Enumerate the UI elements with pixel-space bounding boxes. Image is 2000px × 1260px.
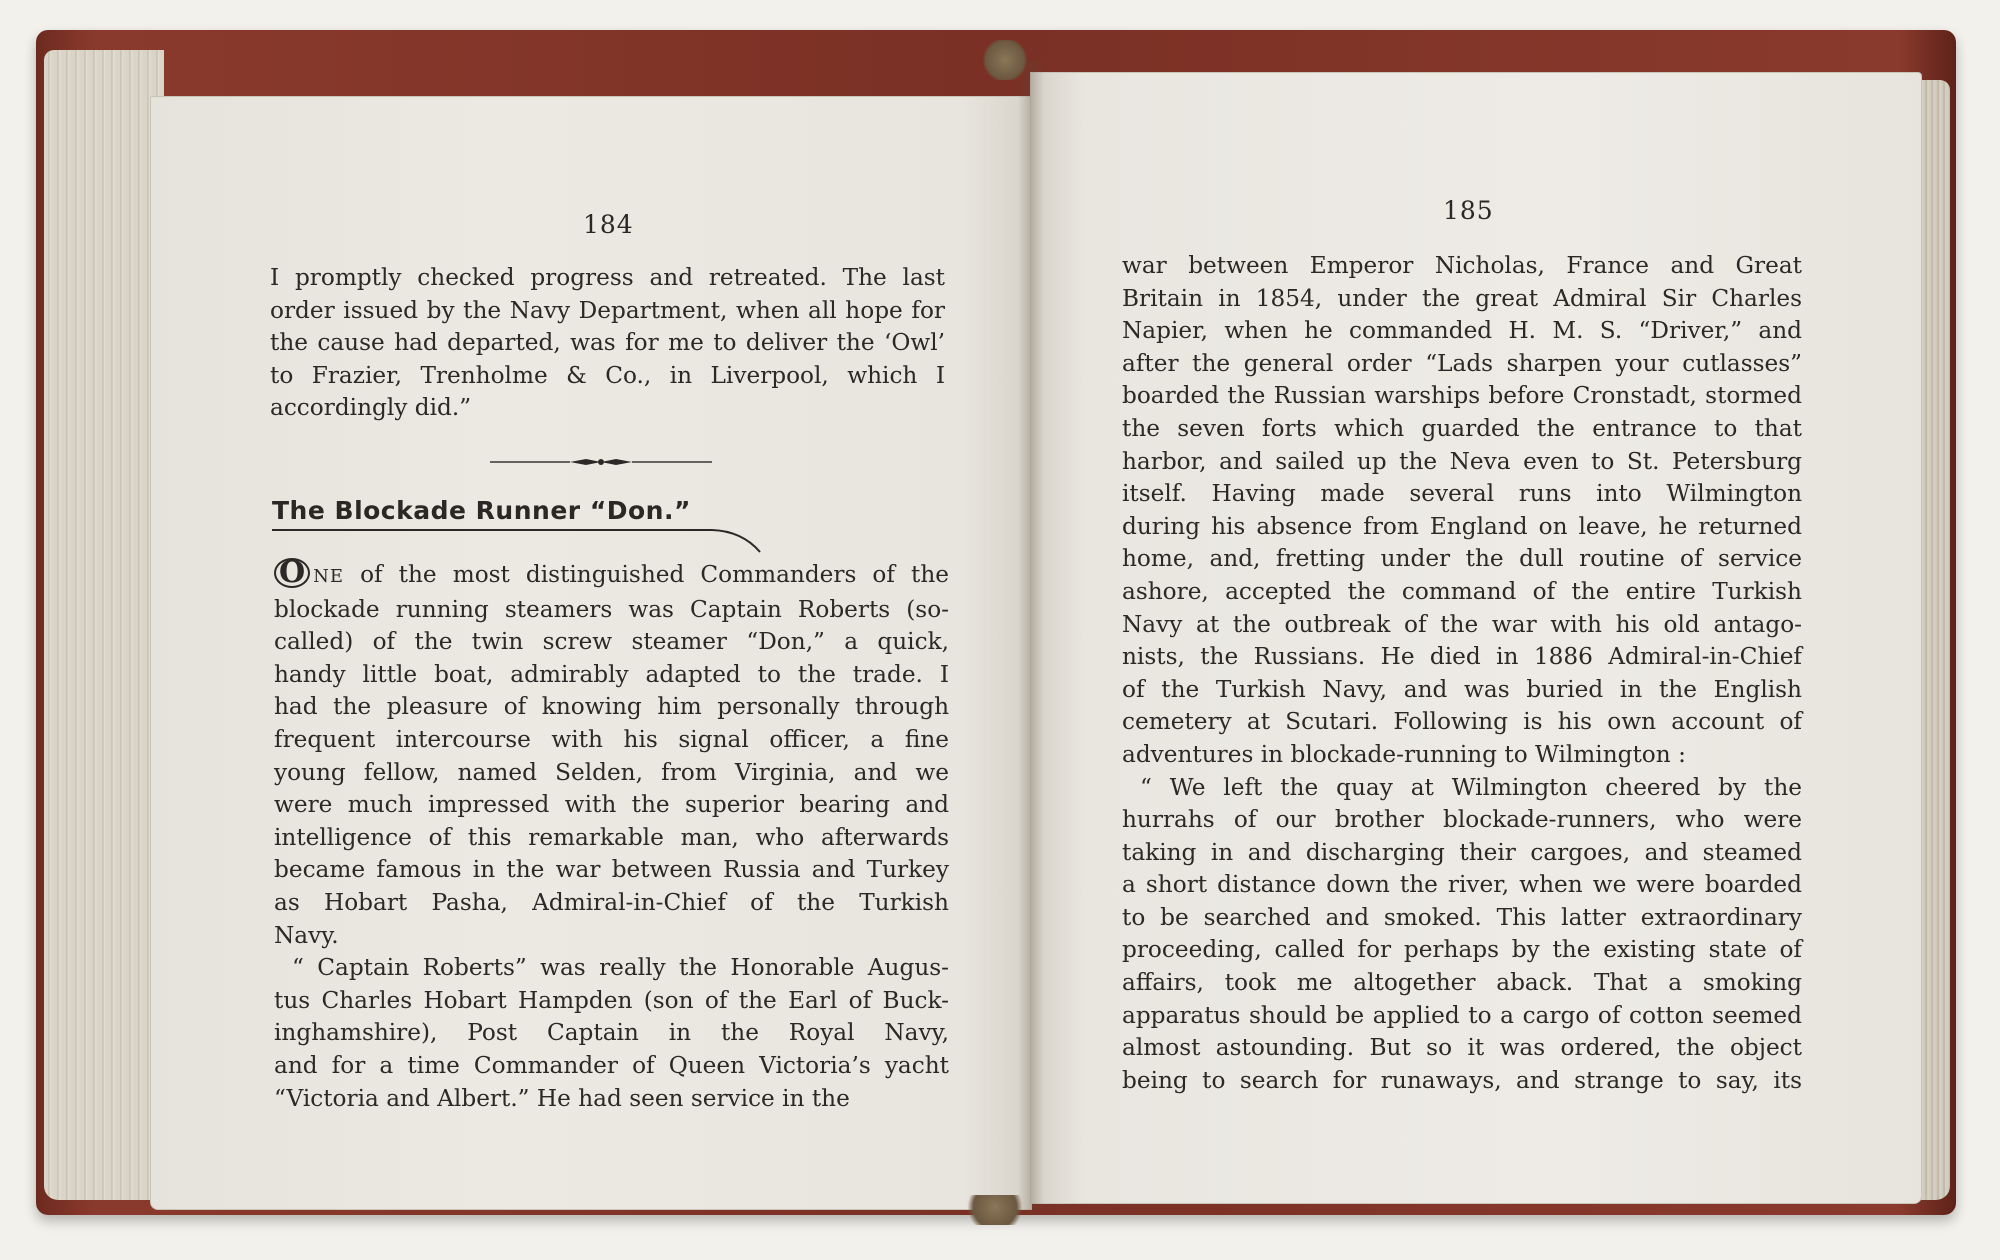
- text-line: called) of the twin screw steamer “Don,” a quick,: [274, 628, 949, 656]
- text-line: intelligence of this remarkable man, who afterwards: [274, 823, 949, 851]
- text-line: nists, the Russians. He died in 1886 Admiral-in-Chief: [1122, 643, 1802, 671]
- text-line: almost astounding. But so it was ordered, the object: [1122, 1034, 1802, 1062]
- text-line: cemetery at Scutari. Following is his own account of: [1122, 708, 1802, 736]
- text-line: harbor, and sailed up the Neva even to St. Petersburg: [1122, 447, 1802, 475]
- spine-binding-bottom: [960, 1195, 1030, 1225]
- text-line: affairs, took me altogether aback. That a smoking: [1122, 969, 1802, 997]
- text-line: proceeding, called for perhaps by the existing state of: [1122, 936, 1802, 964]
- text-line: inghamshire), Post Captain in the Royal Navy,: [274, 1019, 949, 1047]
- text-line: the cause had departed, was for me to deliver the ‘Owl’: [270, 329, 945, 357]
- text-line: being to search for runaways, and strange to say, its: [1122, 1066, 1802, 1094]
- text-line: as Hobart Pasha, Admiral-in-Chief of the Turkish: [274, 888, 949, 916]
- first-line-text: of the most distinguished Commanders of the: [344, 561, 949, 588]
- text-line: and for a time Commander of Queen Victoria’s yacht: [274, 1051, 949, 1079]
- ornament-divider-icon: [490, 452, 712, 472]
- left-top-paragraph: [270, 262, 945, 425]
- text-line: had the pleasure of knowing him personally through: [274, 693, 949, 721]
- text-line: Napier, when he commanded H. M. S. “Driver,” and: [1122, 317, 1802, 345]
- text-line: Navy at the outbreak of the war with his old antago-: [1122, 610, 1802, 638]
- text-line: were much impressed with the superior bearing and: [274, 791, 949, 819]
- text-line: war between Emperor Nicholas, France and Great: [1122, 252, 1802, 279]
- book-gutter: [1018, 60, 1044, 1210]
- right-page-number: 185: [1443, 196, 1494, 225]
- text-line: became famous in the war between Russia and Turkey: [274, 856, 949, 884]
- page-edges-left: [44, 50, 164, 1200]
- text-line: accordingly did.”: [270, 394, 472, 422]
- text-line: handy little boat, admirably adapted to the trade. I: [274, 660, 949, 688]
- text-line: ashore, accepted the command of the entire Turkish: [1122, 577, 1802, 605]
- drop-cap: O: [274, 558, 310, 588]
- text-line: order issued by the Navy Department, when all hope for: [270, 296, 945, 324]
- text-line: frequent intercourse with his signal officer, a fine: [274, 725, 949, 753]
- text-line: Navy.: [274, 921, 339, 949]
- text-line: during his absence from England on leave, he returned: [1122, 512, 1802, 540]
- drop-cap-rest: NE: [313, 566, 345, 587]
- text-line: tus Charles Hobart Hampden (son of the Earl of Buck-: [274, 986, 949, 1014]
- text-line: “ We left the quay at Wilmington cheered by the: [1140, 773, 1802, 801]
- right-body-text: [1122, 250, 1802, 1097]
- text-line: apparatus should be applied to a cargo of cotton seemed: [1122, 1001, 1802, 1029]
- text-line: the seven forts which guarded the entrance to that: [1122, 414, 1802, 442]
- text-line: blockade running steamers was Captain Roberts (so-: [274, 595, 949, 623]
- left-body-text: [274, 555, 949, 1115]
- text-line: “Victoria and Albert.” He had seen service in the: [274, 1084, 850, 1112]
- text-line: after the general order “Lads sharpen your cutlasses”: [1122, 349, 1802, 377]
- section-heading: The Blockade Runner “Don.”: [272, 496, 691, 525]
- text-line: boarded the Russian warships before Cronstadt, stormed: [1122, 382, 1802, 410]
- text-line: adventures in blockade-running to Wilmington :: [1122, 740, 1686, 768]
- spine-binding-top: [980, 40, 1030, 80]
- text-line: a short distance down the river, when we were boarded: [1122, 871, 1802, 899]
- text-line: to Frazier, Trenholme & Co., in Liverpool, which I: [270, 361, 945, 389]
- text-line: hurrahs of our brother blockade-runners, who were: [1122, 806, 1802, 834]
- text-line: home, and, fretting under the dull routine of service: [1122, 545, 1802, 573]
- text-line: [274, 555, 949, 594]
- text-line: to be searched and smoked. This latter extraordinary: [1122, 903, 1802, 931]
- text-line: Britain in 1854, under the great Admiral Sir Charles: [1122, 284, 1802, 312]
- text-line: “ Captain Roberts” was really the Honorable Augus-: [292, 954, 949, 982]
- text-line: I promptly checked progress and retreated. The last: [270, 264, 945, 291]
- text-line: taking in and discharging their cargoes, and steamed: [1122, 838, 1802, 866]
- text-line: young fellow, named Selden, from Virginia, and we: [274, 758, 949, 786]
- text-line: itself. Having made several runs into Wilmington: [1122, 480, 1802, 508]
- left-page-number: 184: [583, 210, 634, 239]
- text-line: of the Turkish Navy, and was buried in the English: [1122, 675, 1802, 703]
- heading-underline: [272, 526, 762, 556]
